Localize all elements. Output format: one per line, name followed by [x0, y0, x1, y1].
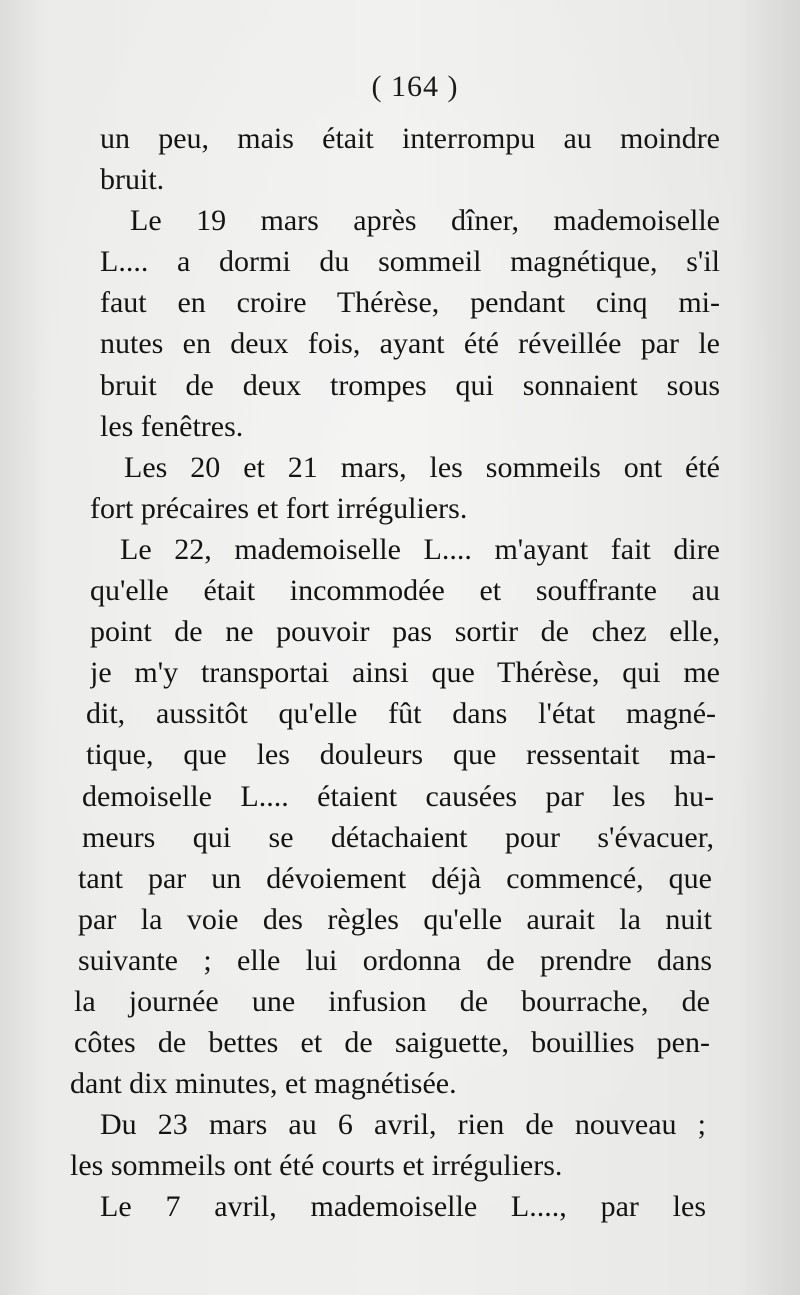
text-line: nutes en deux fois, ayant été réveillée par le [100, 327, 720, 361]
text-line: tant par un dévoiement déjà commencé, que [78, 861, 712, 895]
text-line: L.... a dormi du sommeil magnétique, s'il [100, 245, 720, 279]
page-text [70, 118, 720, 1228]
text-line: dit, aussitôt qu'elle fût dans l'état magné- [86, 697, 716, 731]
text-line: je m'y transportai ainsi que Thérèse, qui me [90, 656, 720, 690]
text-line: suivante ; elle lui ordonna de prendre dans [78, 943, 712, 977]
text-line: par la voie des règles qu'elle aurait la nuit [78, 902, 712, 936]
text-line: qu'elle était incommodée et souffrante au [90, 574, 720, 608]
paragraph-start-line: Le 7 avril, mademoiselle L...., par les [100, 1190, 706, 1224]
text-line: côtes de bettes et de saiguette, bouillies pen- [74, 1026, 710, 1060]
text-line: bruit. [100, 163, 165, 197]
text-line: dant dix minutes, et magnétisée. [70, 1067, 457, 1101]
paragraph-start-line: Le 19 mars après dîner, mademoiselle [130, 204, 720, 238]
text-line: point de ne pouvoir pas sortir de chez elle, [90, 615, 720, 649]
text-line: les sommeils ont été courts et irréguliers. [70, 1149, 563, 1183]
paragraph-start-line: Les 20 et 21 mars, les sommeils ont été [124, 450, 720, 484]
text-line: demoiselle L.... étaient causées par les hu- [82, 779, 714, 813]
text-line: la journée une infusion de bourrache, de [74, 984, 710, 1018]
paragraph-start-line: Le 22, mademoiselle L.... m'ayant fait dire [120, 532, 720, 566]
text-line: fort précaires et fort irréguliers. [90, 491, 468, 525]
page-number: ( 164 ) [371, 70, 459, 103]
text-line: faut en croire Thérèse, pendant cinq mi- [100, 286, 720, 320]
text-line: bruit de deux trompes qui sonnaient sous [100, 368, 720, 402]
paragraph-start-line: Du 23 mars au 6 avril, rien de nouveau ; [100, 1108, 706, 1142]
text-line: un peu, mais était interrompu au moindre [100, 122, 720, 155]
text-line: meurs qui se détachaient pour s'évacuer, [82, 820, 714, 854]
text-line: tique, que les douleurs que ressentait ma- [86, 738, 716, 772]
text-line: les fenêtres. [100, 409, 244, 443]
